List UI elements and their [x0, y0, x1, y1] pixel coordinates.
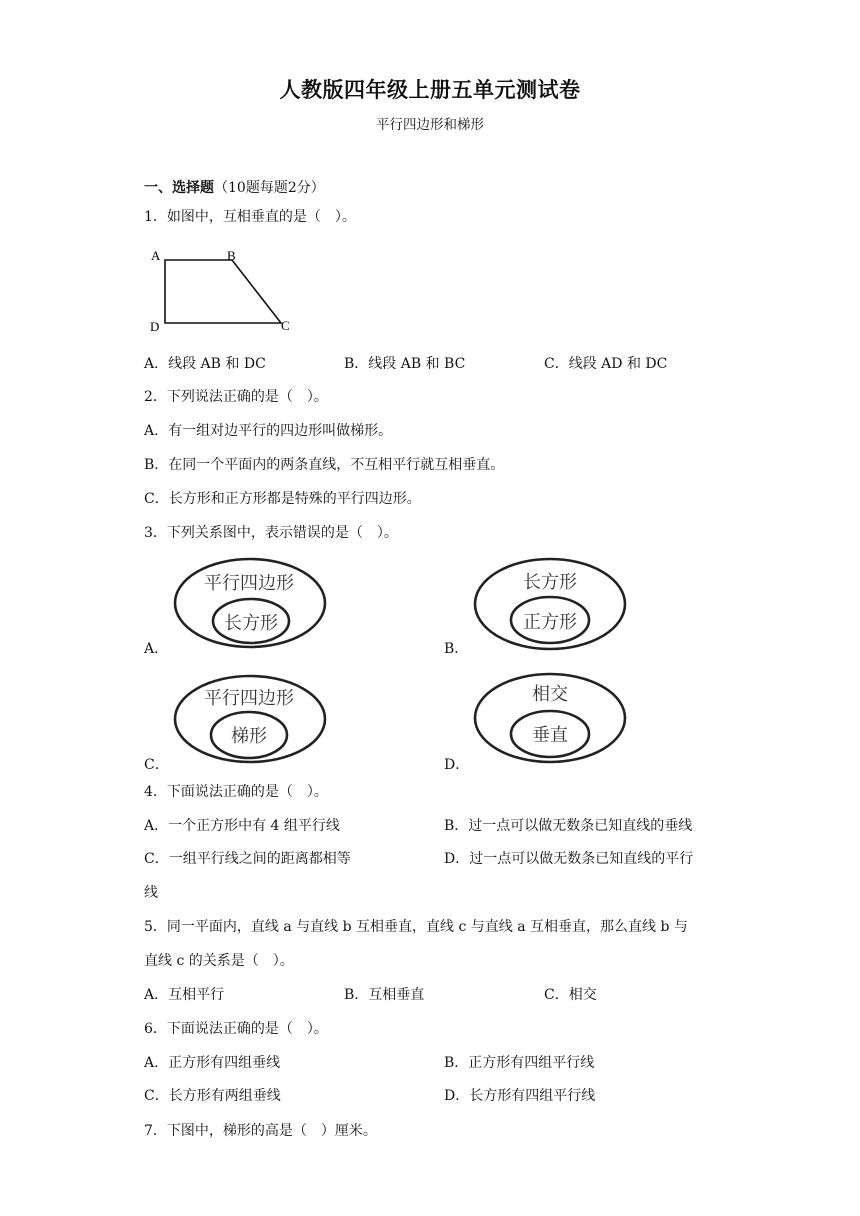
inner-label: 垂直 — [532, 725, 568, 746]
page-title: 人教版四年级上册五单元测试卷 — [279, 78, 581, 102]
question-4-option-d-wrap: 线 — [144, 885, 158, 901]
section-title: 一、选择题 — [144, 180, 214, 196]
question-4-option-c[interactable]: C．一组平行线之间的距离都相等 — [144, 851, 351, 867]
question-5-option-b[interactable]: B．互相垂直 — [344, 987, 425, 1003]
question-6-option-a[interactable]: A．正方形有四组垂线 — [144, 1055, 281, 1071]
question-1-option-b[interactable]: B．线段 AB 和 BC — [344, 356, 466, 372]
inner-label: 正方形 — [523, 612, 577, 633]
trapezoid-shape — [165, 260, 281, 323]
venn-diagram-a[interactable] — [173, 557, 357, 651]
question-3-option-b-letter[interactable]: B． — [444, 641, 469, 657]
vertex-label-d: D — [150, 319, 160, 334]
outer-label: 相交 — [532, 684, 568, 705]
venn-diagram-d[interactable] — [473, 672, 631, 766]
question-6-stem: 6．下面说法正确的是（ ）。 — [144, 1021, 328, 1037]
outer-label: 平行四边形 — [204, 688, 294, 709]
question-4-option-d[interactable]: D．过一点可以做无数条已知直线的平行 — [444, 851, 694, 867]
question-2-option-b[interactable]: B．在同一个平面内的两条直线，不互相平行就互相垂直。 — [144, 457, 505, 473]
inner-label: 长方形 — [224, 613, 278, 634]
question-5-option-c[interactable]: C．相交 — [544, 987, 597, 1003]
question-3-option-a-letter[interactable]: A． — [144, 641, 169, 657]
venn-diagram-c[interactable] — [173, 674, 357, 766]
question-4-option-b[interactable]: B．过一点可以做无数条已知直线的垂线 — [444, 818, 693, 834]
question-6-option-c[interactable]: C．长方形有两组垂线 — [144, 1088, 281, 1104]
question-6-option-b[interactable]: B．正方形有四组平行线 — [444, 1055, 595, 1071]
question-4-stem: 4．下面说法正确的是（ ）。 — [144, 784, 328, 800]
question-3-stem: 3．下列关系图中，表示错误的是（ ）。 — [144, 525, 398, 541]
question-3-option-c-letter[interactable]: C． — [144, 757, 169, 773]
trapezoid-figure — [145, 245, 295, 337]
page-subtitle: 平行四边形和梯形 — [376, 117, 484, 133]
outer-label: 平行四边形 — [204, 573, 294, 594]
question-2-stem: 2．下列说法正确的是（ ）。 — [144, 389, 328, 405]
question-2-option-a[interactable]: A．有一组对边平行的四边形叫做梯形。 — [144, 423, 393, 439]
section-note: （10题每题2分） — [214, 180, 325, 196]
section-heading — [144, 178, 325, 198]
question-7-stem: 7．下图中，梯形的高是（ ）厘米。 — [144, 1123, 377, 1139]
question-1-option-c[interactable]: C．线段 AD 和 DC — [544, 356, 668, 372]
question-1-option-a[interactable]: A．线段 AB 和 DC — [144, 356, 266, 372]
question-1-stem: 1．如图中，互相垂直的是（ ）。 — [144, 209, 356, 225]
venn-diagram-b[interactable] — [473, 556, 631, 652]
question-5-option-a[interactable]: A．互相平行 — [144, 987, 225, 1003]
vertex-label-a: A — [151, 248, 161, 263]
question-3-option-d-letter[interactable]: D． — [444, 757, 470, 773]
question-4-option-a[interactable]: A．一个正方形中有 4 组平行线 — [144, 818, 340, 834]
question-2-option-c[interactable]: C．长方形和正方形都是特殊的平行四边形。 — [144, 491, 421, 507]
outer-label: 长方形 — [523, 572, 577, 593]
question-5-stem-line-1: 5．同一平面内，直线 a 与直线 b 互相垂直，直线 c 与直线 a 互相垂直，那么直线 b 与 — [144, 919, 688, 935]
question-5-stem-line-2: 直线 c 的关系是（ ）。 — [144, 953, 294, 969]
vertex-label-c: C — [281, 318, 290, 333]
vertex-label-b: B — [227, 248, 236, 263]
inner-label: 梯形 — [231, 726, 267, 747]
question-6-option-d[interactable]: D．长方形有四组平行线 — [444, 1088, 596, 1104]
